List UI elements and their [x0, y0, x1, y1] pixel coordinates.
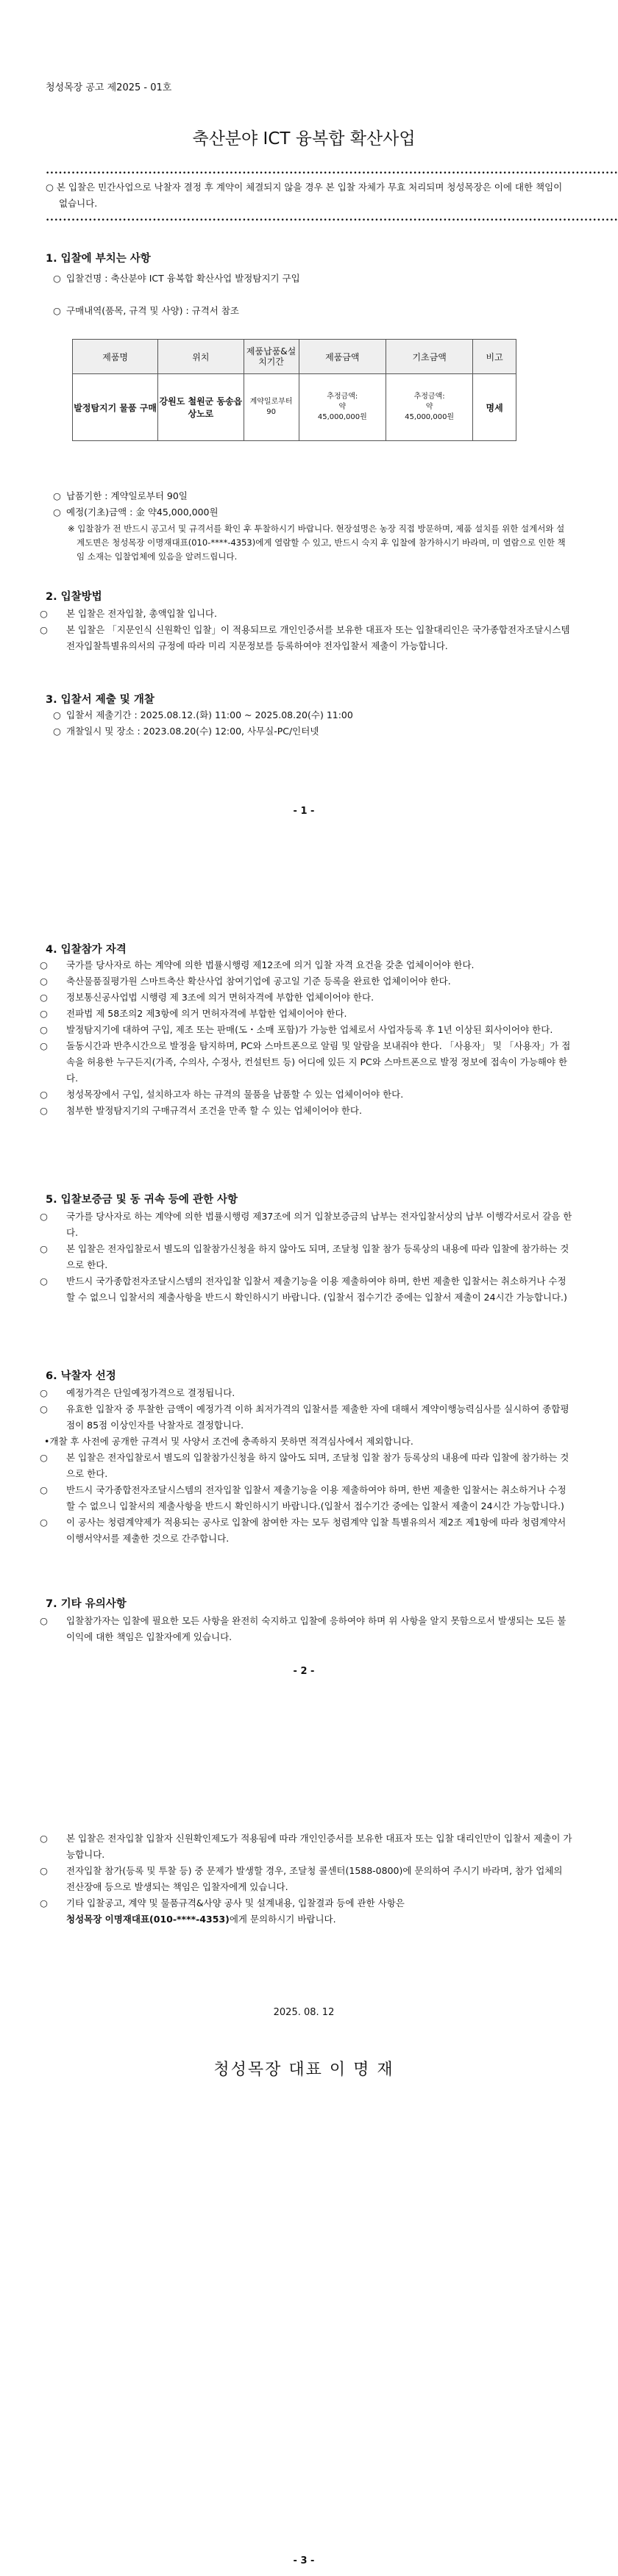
table-header: 제품금액: [299, 340, 386, 374]
list-item: ○ 입찰참가자는 입찰에 필요한 모든 사항을 완전히 숙지하고 입찰에 응하여야 하며 위 사항을 알지 못함으로서 발생되는 모든 불이익에 대한 책임은 입찰자에게 있습니다.: [40, 1615, 566, 1642]
list-item: ○ 이 공사는 청렴계약제가 적용되는 공사로 입찰에 참여한 자는 모두 청렴계약 입찰 특별유의서 제2조 제1항에 따라 청렴계약서 이행서약서를 제출한 것으로 간주합니다.: [40, 1517, 566, 1544]
signature-line: 청성목장 대표 이 명 재: [213, 2061, 394, 2079]
section-5-title: 5. 입찰보증금 및 동 귀속 등에 관한 사항: [46, 1194, 238, 1206]
table-row: [73, 374, 516, 441]
notice-number: 청성목장 공고 제2025 - 01호: [46, 82, 172, 93]
list-item: ○ 납품기한 : 계약일로부터 90일: [53, 490, 188, 501]
page-2: [0, 860, 608, 1720]
cell-product-name: 발정탐지기 물품 구매: [73, 374, 158, 441]
document-title: 축산분야 ICT 융복합 확산사업: [192, 129, 416, 149]
star-note: •개찰 후 사전에 공개한 규격서 및 사양서 조건에 충족하지 못하면 적격심사에서 제외합니다.: [44, 1436, 413, 1447]
section-7-title: 7. 기타 유의사항: [46, 1598, 127, 1610]
list-item: ○ 입찰서 제출기간 : 2025.08.12.(화) 11:00 ~ 2025.08.20(수) 11:00: [53, 709, 353, 720]
section-1-title: 1. 입찰에 부치는 사항: [46, 253, 151, 265]
list-item: ○ 본 입찰은 전자입찰 입찰자 신원확인제도가 적용됨에 따라 개인인증서를 보유한 대표자 또는 입찰 대리인만이 입찰서 제출이 가능합니다.: [40, 1833, 572, 1860]
list-item: ○ 본 입찰은 「지문인식 신원확인 입찰」이 적용되므로 개인인증서를 보유한 대표자 또는 입찰대리인은 국가종합전자조달시스템 전자입찰특별유의서의 규정에 따라 미리 지문정보를 등록하여야 전자입찰서 제출이 가능합니다.: [40, 624, 570, 651]
dotted-divider: ••••••••••••••••••••••••••••••••••••••••••••••••••••••••••••••••••••••••••••••••••••••••••••••••••••••••••••••••••••••••••••••••••••••: [46, 170, 618, 177]
section-6-list: [0, 1385, 608, 1547]
page-number: - 3 -: [293, 2555, 315, 2566]
cell-base-price: 추정금액: 약 45,000,000원: [386, 374, 472, 441]
list-item: ○ 첨부한 발정탐지기의 구매규격서 조건을 만족 할 수 있는 업체이어야 한다.: [40, 1105, 362, 1116]
section-4-list: [0, 957, 608, 1119]
list-item: ○ 유효한 입찰자 중 투찰한 금액이 예정가격 이하 최저가격의 입찰서를 제출한 자에 대해서 계약이행능력심사를 실시하여 종합평점이 85점 이상인자를 낙찰자로 결정합니다.: [40, 1403, 569, 1431]
list-item: ○ 예정(기초)금액 : 金 약45,000,000원: [53, 507, 219, 518]
list-item: ○ 국가를 당사자로 하는 계약에 의한 법률시행령 제12조에 의거 입찰 자격 요건을 갖춘 업체이어야 한다.: [40, 959, 475, 970]
cell-price: 추정금액: 약 45,000,000원: [299, 374, 386, 441]
list-item: ○ 반드시 국가종합전자조달시스템의 전자입찰 입찰서 제출기능을 이용 제출하여야 하며, 한번 제출한 입찰서는 취소하거나 수정할 수 없으니 입찰서의 제출사항을 반드시 확인하시기 바랍니다.(입찰서 접수기간 중에는 입찰서 제출이 24시간 가능합니다.): [40, 1484, 566, 1511]
table-header: 기초금액: [386, 340, 472, 374]
dotted-divider: ••••••••••••••••••••••••••••••••••••••••••••••••••••••••••••••••••••••••••••••••••••••••••••••••••••••••••••••••••••••••••••••••••••••: [46, 217, 618, 224]
list-item: ○ 축산물품질평가원 스마트축산 확산사업 참여기업에 공고일 기준 등록을 완료한 업체이어야 한다.: [40, 976, 451, 987]
table-header: 비고: [473, 340, 516, 374]
page-1: [0, 0, 618, 860]
table-header-row: [73, 340, 516, 374]
page-3-list: [0, 1831, 608, 1928]
cell-period: 계약일로부터 90: [244, 374, 299, 441]
page-number: - 2 -: [293, 1666, 315, 1677]
bid-table: [72, 339, 516, 441]
list-item: ○ 청성목장에서 구입, 설치하고자 하는 규격의 물품을 납품할 수 있는 업체이어야 한다.: [40, 1089, 404, 1100]
cell-remark: 명세: [473, 374, 516, 441]
list-item: ○ 전자입찰 참가(등록 및 투찰 등) 중 문제가 발생할 경우, 조달청 콜센터(1588-0800)에 문의하여 주시기 바라며, 참가 업체의 전산장애 등으로 발생되는 책임은 입찰자에게 있습니다.: [40, 1865, 563, 1892]
contact-line: 청성목장 이명재대표(010-****-4353)에게 문의하시기 바랍니다.: [66, 1914, 336, 1925]
section-5-list: [0, 1209, 608, 1306]
list-item: ○ 본 입찰은 전자입찰, 총액입찰 입니다.: [40, 608, 217, 619]
section-3-title: 3. 입찰서 제출 및 개찰: [46, 694, 154, 706]
list-item: ○ 본 입찰은 전자입찰로서 별도의 입찰참가신청을 하지 않아도 되며, 조달청 입찰 참가 등록상의 내용에 따라 입찰에 참가하는 것으로 한다.: [40, 1452, 569, 1479]
note-text: ※ 입찰참가 전 반드시 공고서 및 규격서를 확인 후 투찰하시기 바랍니다. 현장설명은 농장 직접 방문하며, 제품 설치를 위한 설계서와 설계도면은 청성목장 이명재대표(010-****-4353)에게 열람할 수 있고, 반드시 숙지 후 입찰에 참가하시기 바라며, 미 열람으로 인한 책임 소재는 입찰업체에 있음을 알려드립니다.: [68, 523, 566, 562]
list-item: ○ 정보통신공사업법 시행령 제 3조에 의거 면허자격에 부합한 업체이어야 한다.: [40, 992, 374, 1003]
notice-date: 2025. 08. 12: [273, 2007, 335, 2018]
cell-location: 강원도 철원군 동송읍 상노로: [158, 374, 244, 441]
page-number: - 1 -: [293, 806, 315, 817]
list-item: ○ 발정탐지기에 대하여 구입, 제조 또는 판매(도・소매 포함)가 가능한 업체로서 사업자등록 후 1년 이상된 회사이어야 한다.: [40, 1024, 553, 1035]
list-item: ○ 국가를 당사자로 하는 계약에 의한 법률시행령 제37조에 의거 입찰보증금의 납부는 전자입찰서상의 납부 이행각서로서 갈음 한다.: [40, 1211, 572, 1238]
table-header: 제품납품&설치기간: [244, 340, 299, 374]
section-6-title: 6. 낙찰자 선정: [46, 1370, 116, 1382]
section-2-title: 2. 입찰방법: [46, 591, 102, 603]
table-header: 위치: [158, 340, 244, 374]
list-item: ○ 개찰일시 및 장소 : 2023.08.20(수) 12:00, 사무실-PC/인터넷: [53, 726, 319, 737]
list-item: ○ 본 입찰은 전자입찰로서 별도의 입찰참가신청을 하지 않아도 되며, 조달청 입찰 참가 등록상의 내용에 따라 입찰에 참가하는 것으로 한다.: [40, 1243, 569, 1270]
page-3: [0, 1720, 608, 2576]
intro-notice: ○ 본 입찰은 민간사업으로 낙찰자 결정 후 계약이 체결되지 않을 경우 본 입찰 자체가 무효 처리되며 청성목장은 이에 대한 책임이 없습니다.: [46, 182, 563, 209]
contact-name: 청성목장 이명재대표(010-****-4353): [66, 1914, 230, 1925]
list-item: ○ 입찰건명 : 축산분야 ICT 융복합 확산사업 발정탐지기 구입: [53, 273, 300, 284]
list-item: ○ 구매내역(품목, 규격 및 사양) : 규격서 참조: [53, 305, 239, 316]
list-item: ○ 반드시 국가종합전자조달시스템의 전자입찰 입찰서 제출기능을 이용 제출하여야 하며, 한번 제출한 입찰서는 취소하거나 수정할 수 없으니 입찰서의 제출사항을 반드시 확인하시기 바랍니다. (입찰서 접수기간 중에는 입찰서 제출이 24시간 가능합니다.): [40, 1276, 567, 1303]
section-4-title: 4. 입찰참가 자격: [46, 944, 127, 956]
list-item: ○ 돌동시간과 반추시간으로 발정을 탐지하며, PC와 스마트폰으로 알림 및 알람을 보내줘야 한다. 「사용자」 및 「사용자」가 접속을 허용한 누구든지(가족, 수의사, 수정사, 컨설턴트 등) 어디에 있든 지 PC와 스마트폰으로 발정 정보에 접속이 가능해야 한다.: [40, 1040, 571, 1084]
table-header: 제품명: [73, 340, 158, 374]
list-item: ○ 기타 입찰공고, 계약 및 물품규격&사양 공사 및 설계내용, 입찰결과 등에 관한 사항은: [40, 1897, 405, 1908]
list-item: ○ 예정가격은 단일예정가격으로 결정됩니다.: [40, 1387, 235, 1398]
list-item: ○ 전파법 제 58조의2 제3항에 의거 면허자격에 부합한 업체이어야 한다.: [40, 1008, 347, 1019]
